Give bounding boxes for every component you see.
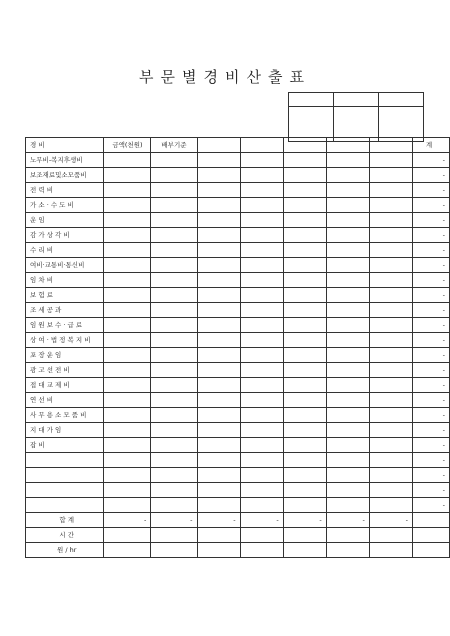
amount-cell[interactable]	[104, 213, 151, 228]
total-cell: -	[412, 198, 449, 213]
data-cell[interactable]	[151, 288, 197, 303]
row-label: 임 원 보 수 · 급 료	[26, 318, 104, 333]
data-cell[interactable]	[240, 363, 283, 378]
amount-cell[interactable]	[104, 378, 151, 393]
data-cell[interactable]	[326, 273, 369, 288]
amount-cell[interactable]	[104, 438, 151, 453]
data-cell[interactable]	[369, 348, 412, 363]
table-row	[26, 348, 450, 363]
time-cell[interactable]	[197, 528, 240, 543]
data-cell[interactable]	[240, 258, 283, 273]
total-cell: -	[412, 348, 449, 363]
data-cell[interactable]	[197, 213, 240, 228]
data-cell[interactable]	[283, 453, 326, 468]
total-cell: -	[412, 288, 449, 303]
data-cell[interactable]	[197, 363, 240, 378]
amount-cell[interactable]	[104, 393, 151, 408]
data-cell[interactable]	[197, 348, 240, 363]
table-row	[26, 393, 450, 408]
rate-cell[interactable]	[240, 543, 283, 558]
total-cell: -	[412, 453, 449, 468]
sum-cell: -	[326, 513, 369, 528]
data-cell[interactable]	[151, 198, 197, 213]
sum-row	[26, 513, 450, 528]
data-cell[interactable]	[326, 408, 369, 423]
table-row	[26, 438, 450, 453]
row-label: 운 임	[26, 213, 104, 228]
total-cell: -	[412, 483, 449, 498]
data-cell[interactable]	[369, 303, 412, 318]
data-cell[interactable]	[240, 438, 283, 453]
row-label: 사 무 용 소 모 품 비	[26, 408, 104, 423]
data-cell[interactable]	[240, 453, 283, 468]
data-cell[interactable]	[151, 318, 197, 333]
amount-cell[interactable]	[104, 423, 151, 438]
time-label: 시 간	[26, 528, 104, 543]
total-cell: -	[412, 438, 449, 453]
rate-cell[interactable]	[283, 543, 326, 558]
amount-cell[interactable]	[104, 288, 151, 303]
data-cell[interactable]	[197, 273, 240, 288]
data-cell[interactable]	[326, 393, 369, 408]
amount-cell[interactable]	[104, 303, 151, 318]
data-cell[interactable]	[240, 483, 283, 498]
data-cell[interactable]	[151, 438, 197, 453]
data-cell[interactable]	[326, 468, 369, 483]
amount-cell[interactable]	[104, 228, 151, 243]
total-cell: -	[412, 423, 449, 438]
rate-cell[interactable]	[104, 543, 151, 558]
row-label: 광 고 선 전 비	[26, 363, 104, 378]
data-cell[interactable]	[326, 498, 369, 513]
data-cell[interactable]	[240, 273, 283, 288]
sum-cell: -	[197, 513, 240, 528]
data-cell[interactable]	[197, 183, 240, 198]
data-cell[interactable]	[283, 483, 326, 498]
data-cell[interactable]	[151, 378, 197, 393]
sum-cell: -	[104, 513, 151, 528]
data-cell[interactable]	[369, 273, 412, 288]
data-cell[interactable]	[151, 468, 197, 483]
row-label: 연 선 비	[26, 393, 104, 408]
sum-cell: -	[240, 513, 283, 528]
data-cell[interactable]	[151, 393, 197, 408]
rate-cell[interactable]	[412, 543, 449, 558]
data-cell[interactable]	[151, 363, 197, 378]
data-cell[interactable]	[283, 258, 326, 273]
table-row	[26, 483, 450, 498]
data-cell[interactable]	[151, 258, 197, 273]
header-cell	[283, 138, 326, 153]
data-cell[interactable]	[369, 333, 412, 348]
data-cell[interactable]	[283, 303, 326, 318]
approval-box	[288, 92, 424, 142]
data-cell[interactable]	[283, 183, 326, 198]
amount-cell[interactable]	[104, 363, 151, 378]
data-cell[interactable]	[197, 333, 240, 348]
table-row	[26, 168, 450, 183]
data-cell[interactable]	[369, 243, 412, 258]
data-cell[interactable]	[326, 453, 369, 468]
table-row	[26, 363, 450, 378]
total-cell: -	[412, 168, 449, 183]
data-cell[interactable]	[240, 198, 283, 213]
data-cell[interactable]	[151, 228, 197, 243]
data-cell[interactable]	[240, 498, 283, 513]
data-cell[interactable]	[326, 258, 369, 273]
table-header-row	[26, 138, 450, 153]
total-cell: -	[412, 318, 449, 333]
data-cell[interactable]	[197, 258, 240, 273]
total-cell: -	[412, 333, 449, 348]
data-cell[interactable]	[197, 288, 240, 303]
row-label: 수 리 비	[26, 243, 104, 258]
amount-cell[interactable]	[104, 348, 151, 363]
row-label: 가 소 · 수 도 비	[26, 198, 104, 213]
data-cell[interactable]	[326, 228, 369, 243]
data-cell[interactable]	[240, 468, 283, 483]
row-label: 전 력 비	[26, 183, 104, 198]
header-expense: 경 비	[26, 138, 104, 153]
total-cell: -	[412, 153, 449, 168]
rate-cell[interactable]	[151, 543, 197, 558]
data-cell[interactable]	[283, 348, 326, 363]
amount-cell[interactable]	[104, 333, 151, 348]
table-row	[26, 243, 450, 258]
row-label	[26, 468, 104, 483]
data-cell[interactable]	[326, 153, 369, 168]
approval-cell	[379, 93, 424, 107]
data-cell[interactable]	[326, 423, 369, 438]
data-cell[interactable]	[283, 213, 326, 228]
data-cell[interactable]	[240, 423, 283, 438]
table-row	[26, 288, 450, 303]
table-row	[26, 198, 450, 213]
data-cell[interactable]	[283, 498, 326, 513]
approval-cell	[334, 93, 379, 107]
amount-cell[interactable]	[104, 198, 151, 213]
row-label: 잡 비	[26, 438, 104, 453]
data-cell[interactable]	[326, 168, 369, 183]
total-cell: -	[412, 468, 449, 483]
row-label: 임 차 비	[26, 273, 104, 288]
table-row	[26, 153, 450, 168]
amount-cell[interactable]	[104, 498, 151, 513]
time-cell[interactable]	[369, 528, 412, 543]
rate-cell[interactable]	[197, 543, 240, 558]
sum-cell: -	[151, 513, 197, 528]
data-cell[interactable]	[197, 168, 240, 183]
row-label: 지 대 가 임	[26, 423, 104, 438]
amount-cell[interactable]	[104, 273, 151, 288]
table-row	[26, 228, 450, 243]
data-cell[interactable]	[151, 273, 197, 288]
data-cell[interactable]	[369, 228, 412, 243]
row-label: 상 여 · 법 정 복 지 비	[26, 333, 104, 348]
amount-cell[interactable]	[104, 243, 151, 258]
amount-cell[interactable]	[104, 168, 151, 183]
data-cell[interactable]	[240, 318, 283, 333]
data-cell[interactable]	[283, 333, 326, 348]
data-cell[interactable]	[283, 273, 326, 288]
total-cell: -	[412, 303, 449, 318]
data-cell[interactable]	[197, 453, 240, 468]
header-cell	[197, 138, 240, 153]
total-cell: -	[412, 378, 449, 393]
row-label: 포 장 운 임	[26, 348, 104, 363]
amount-cell[interactable]	[104, 153, 151, 168]
data-cell[interactable]	[369, 438, 412, 453]
data-cell[interactable]	[197, 408, 240, 423]
data-cell[interactable]	[326, 348, 369, 363]
data-cell[interactable]	[369, 258, 412, 273]
sum-cell: -	[369, 513, 412, 528]
page-title: 부문별경비산출표	[139, 68, 311, 86]
row-label: 보조재료및소모품비	[26, 168, 104, 183]
data-cell[interactable]	[283, 168, 326, 183]
amount-cell[interactable]	[104, 408, 151, 423]
rate-label: 원 / hr	[26, 543, 104, 558]
data-cell[interactable]	[151, 153, 197, 168]
data-cell[interactable]	[151, 483, 197, 498]
data-cell[interactable]	[326, 183, 369, 198]
data-cell[interactable]	[369, 483, 412, 498]
data-cell[interactable]	[369, 408, 412, 423]
data-cell[interactable]	[197, 423, 240, 438]
sum-total-cell	[412, 513, 449, 528]
data-cell[interactable]	[369, 318, 412, 333]
row-label: 접 대 교 제 비	[26, 378, 104, 393]
data-cell[interactable]	[197, 153, 240, 168]
sum-cell: -	[283, 513, 326, 528]
header-amount: 금액(천원)	[104, 138, 151, 153]
data-cell[interactable]	[369, 468, 412, 483]
data-cell[interactable]	[369, 168, 412, 183]
table-row	[26, 408, 450, 423]
row-label: 조 세 공 과	[26, 303, 104, 318]
total-cell: -	[412, 258, 449, 273]
data-cell[interactable]	[369, 153, 412, 168]
amount-cell[interactable]	[104, 468, 151, 483]
amount-cell[interactable]	[104, 258, 151, 273]
data-cell[interactable]	[240, 213, 283, 228]
time-cell[interactable]	[412, 528, 449, 543]
data-cell[interactable]	[197, 243, 240, 258]
row-label: 여비·교통비·통신비	[26, 258, 104, 273]
data-cell[interactable]	[283, 423, 326, 438]
data-cell[interactable]	[151, 348, 197, 363]
table-row	[26, 423, 450, 438]
row-label: 감 가 상 각 비	[26, 228, 104, 243]
rate-cell[interactable]	[326, 543, 369, 558]
data-cell[interactable]	[283, 288, 326, 303]
data-cell[interactable]	[197, 303, 240, 318]
data-cell[interactable]	[197, 483, 240, 498]
data-cell[interactable]	[240, 378, 283, 393]
data-cell[interactable]	[240, 243, 283, 258]
data-cell[interactable]	[197, 318, 240, 333]
total-cell: -	[412, 228, 449, 243]
data-cell[interactable]	[369, 288, 412, 303]
data-cell[interactable]	[240, 348, 283, 363]
total-cell: -	[412, 183, 449, 198]
header-cell	[369, 138, 412, 153]
table-row	[26, 378, 450, 393]
data-cell[interactable]	[151, 213, 197, 228]
data-cell[interactable]	[283, 318, 326, 333]
data-cell[interactable]	[283, 378, 326, 393]
data-cell[interactable]	[151, 408, 197, 423]
data-cell[interactable]	[369, 498, 412, 513]
data-cell[interactable]	[240, 408, 283, 423]
data-cell[interactable]	[151, 423, 197, 438]
total-cell: -	[412, 408, 449, 423]
amount-cell[interactable]	[104, 483, 151, 498]
row-label: 노무비-복지후생비	[26, 153, 104, 168]
time-cell[interactable]	[151, 528, 197, 543]
data-cell[interactable]	[283, 153, 326, 168]
expense-table	[25, 137, 450, 558]
data-cell[interactable]	[326, 438, 369, 453]
data-cell[interactable]	[283, 243, 326, 258]
data-cell[interactable]	[151, 243, 197, 258]
data-cell[interactable]	[240, 228, 283, 243]
data-cell[interactable]	[283, 228, 326, 243]
row-label	[26, 498, 104, 513]
data-cell[interactable]	[369, 393, 412, 408]
data-cell[interactable]	[326, 243, 369, 258]
data-cell[interactable]	[326, 378, 369, 393]
data-cell[interactable]	[197, 393, 240, 408]
data-cell[interactable]	[240, 303, 283, 318]
time-cell[interactable]	[326, 528, 369, 543]
time-row	[26, 528, 450, 543]
data-cell[interactable]	[197, 498, 240, 513]
data-cell[interactable]	[326, 318, 369, 333]
data-cell[interactable]	[197, 468, 240, 483]
data-cell[interactable]	[151, 333, 197, 348]
header-cell	[240, 138, 283, 153]
total-cell: -	[412, 498, 449, 513]
total-cell: -	[412, 393, 449, 408]
data-cell[interactable]	[283, 393, 326, 408]
data-cell[interactable]	[326, 483, 369, 498]
data-cell[interactable]	[369, 423, 412, 438]
rate-row	[26, 543, 450, 558]
time-cell[interactable]	[240, 528, 283, 543]
header-basis: 배부기준	[151, 138, 197, 153]
data-cell[interactable]	[326, 363, 369, 378]
header-cell	[326, 138, 369, 153]
time-cell[interactable]	[104, 528, 151, 543]
data-cell[interactable]	[326, 213, 369, 228]
data-cell[interactable]	[151, 303, 197, 318]
table-row	[26, 453, 450, 468]
data-cell[interactable]	[151, 498, 197, 513]
data-cell[interactable]	[240, 168, 283, 183]
data-cell[interactable]	[197, 198, 240, 213]
data-cell[interactable]	[240, 288, 283, 303]
data-cell[interactable]	[197, 438, 240, 453]
table-row	[26, 273, 450, 288]
total-cell: -	[412, 273, 449, 288]
table-row	[26, 303, 450, 318]
amount-cell[interactable]	[104, 183, 151, 198]
data-cell[interactable]	[151, 183, 197, 198]
table-row	[26, 213, 450, 228]
data-cell[interactable]	[369, 213, 412, 228]
amount-cell[interactable]	[104, 453, 151, 468]
total-cell: -	[412, 363, 449, 378]
data-cell[interactable]	[283, 468, 326, 483]
amount-cell[interactable]	[104, 318, 151, 333]
table-row	[26, 318, 450, 333]
time-cell[interactable]	[283, 528, 326, 543]
data-cell[interactable]	[369, 198, 412, 213]
sum-label: 합 계	[26, 513, 104, 528]
table-row	[26, 183, 450, 198]
data-cell[interactable]	[283, 408, 326, 423]
data-cell[interactable]	[283, 363, 326, 378]
data-cell[interactable]	[240, 333, 283, 348]
data-cell[interactable]	[151, 453, 197, 468]
data-cell[interactable]	[197, 228, 240, 243]
data-cell[interactable]	[369, 183, 412, 198]
data-cell[interactable]	[240, 183, 283, 198]
row-label	[26, 453, 104, 468]
data-cell[interactable]	[326, 303, 369, 318]
table-row	[26, 498, 450, 513]
data-cell[interactable]	[197, 378, 240, 393]
row-label: 보 험 료	[26, 288, 104, 303]
row-label	[26, 483, 104, 498]
data-cell[interactable]	[151, 168, 197, 183]
data-cell[interactable]	[283, 438, 326, 453]
data-cell[interactable]	[326, 288, 369, 303]
table-row	[26, 258, 450, 273]
approval-cell	[289, 93, 334, 107]
data-cell[interactable]	[240, 153, 283, 168]
data-cell[interactable]	[369, 363, 412, 378]
data-cell[interactable]	[283, 198, 326, 213]
total-cell: -	[412, 213, 449, 228]
data-cell[interactable]	[369, 453, 412, 468]
data-cell[interactable]	[369, 378, 412, 393]
table-row	[26, 333, 450, 348]
data-cell[interactable]	[326, 198, 369, 213]
data-cell[interactable]	[240, 393, 283, 408]
total-cell: -	[412, 243, 449, 258]
header-total: 계	[412, 138, 449, 153]
rate-cell[interactable]	[369, 543, 412, 558]
table-row	[26, 468, 450, 483]
data-cell[interactable]	[326, 333, 369, 348]
